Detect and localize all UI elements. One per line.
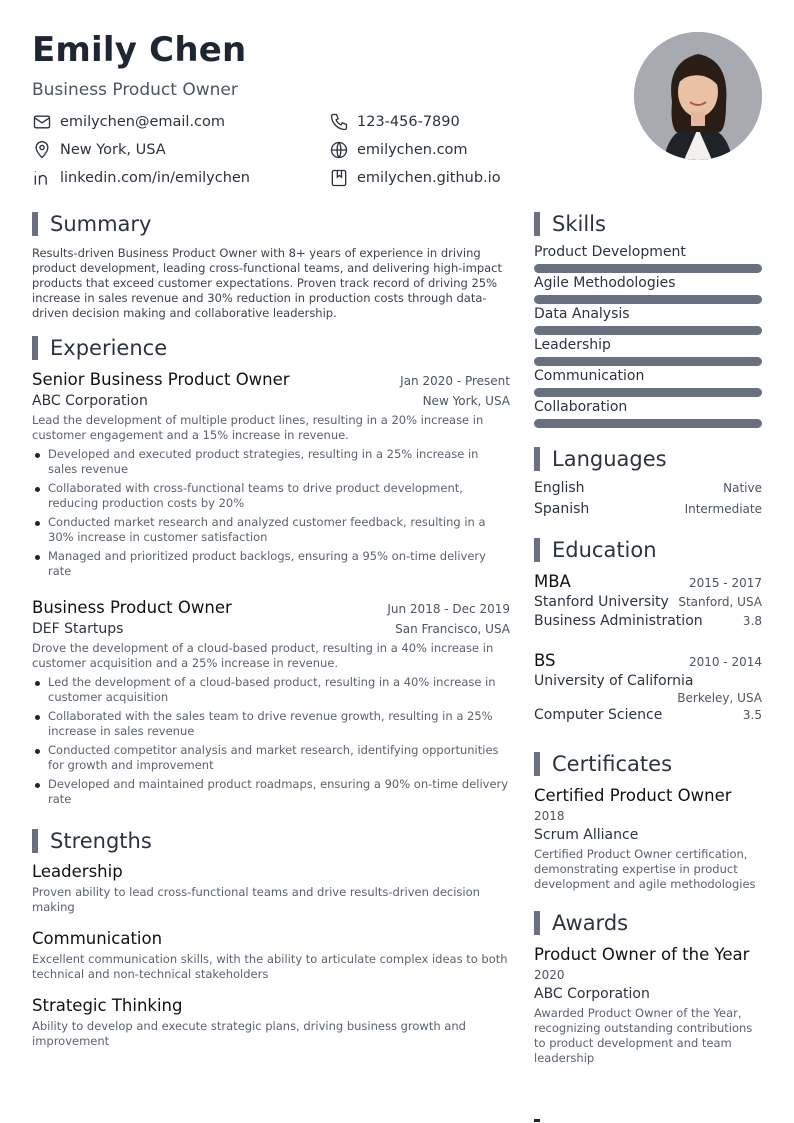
job-bullet: Collaborated with the sales team to drive revenue growth, resulting in a 25% increase in sales revenue	[32, 709, 510, 739]
linkedin-icon	[32, 168, 52, 188]
skill-item	[534, 306, 762, 337]
job-bullet: Collaborated with cross-functional teams to drive product development, reducing production costs by 20%	[32, 481, 510, 511]
summary-text: Results-driven Business Product Owner with 8+ years of experience in driving product development, leading cross-functional teams, and delivering high-impact products that exceed customer expectations. Proven track record of driving 25% increase in sales revenue and 30% reduction in production costs through data-driven decision making and collaborative leadership.	[32, 246, 502, 320]
skill-bar	[534, 264, 762, 273]
edu-location: Stanford, USA	[678, 595, 762, 609]
language-item	[534, 480, 762, 501]
language-item	[534, 501, 762, 522]
strength-title: Leadership	[32, 862, 123, 881]
job-location: New York, USA	[422, 394, 510, 408]
experience-item	[32, 370, 510, 583]
skill-item	[534, 368, 762, 399]
edu-school: Stanford University	[534, 594, 669, 610]
bookmark-icon	[329, 168, 349, 188]
contact-location	[32, 140, 166, 160]
education-item	[534, 572, 762, 629]
language-name: English	[534, 480, 585, 496]
skill-label: Data Analysis	[534, 306, 630, 322]
certificate-issuer: Scrum Alliance	[534, 827, 639, 843]
job-bullet: Developed and executed product strategies, resulting in a 25% increase in sales revenue	[32, 447, 510, 477]
phone-text: 123-456-7890	[357, 114, 460, 130]
skill-item	[534, 337, 762, 368]
languages-heading: Languages	[552, 447, 667, 471]
education-heading: Education	[552, 538, 657, 562]
strengths-heading: Strengths	[50, 829, 152, 853]
linkedin-text: linkedin.com/in/emilychen	[60, 170, 250, 186]
skills-list	[534, 244, 762, 430]
education-item	[534, 651, 762, 723]
job-title: Senior Business Product Owner	[32, 370, 290, 389]
certificate-year: 2018	[534, 809, 565, 823]
website-text: emilychen.com	[357, 142, 468, 158]
skill-bar	[534, 295, 762, 304]
job-bullet: Developed and maintained product roadmaps, ensuring a 90% on-time delivery rate	[32, 777, 510, 807]
languages-list	[534, 480, 762, 522]
contact-website[interactable]	[329, 140, 468, 160]
job-bullet: Conducted market research and analyzed customer feedback, resulting in a 30% increase in customer satisfaction	[32, 515, 510, 545]
skill-bar	[534, 357, 762, 366]
job-dates: Jun 2018 - Dec 2019	[387, 602, 510, 616]
certificate-item	[534, 786, 762, 892]
contact-email[interactable]	[32, 112, 225, 132]
language-level: Native	[723, 481, 762, 495]
award-text: Awarded Product Owner of the Year, recognizing outstanding contributions to product development and team leadership	[534, 1006, 753, 1065]
candidate-name: Emily Chen	[32, 30, 247, 70]
certificates-heading: Certificates	[552, 752, 673, 776]
edu-field: Computer Science	[534, 707, 663, 723]
languages-section-heading	[534, 447, 667, 471]
awards-section-heading	[534, 911, 628, 935]
skills-section-heading	[534, 212, 606, 236]
award-title: Product Owner of the Year	[534, 945, 750, 964]
strengths-section-heading	[32, 829, 152, 853]
education-section-heading	[534, 538, 657, 562]
edu-gpa: 3.5	[742, 708, 762, 722]
strength-text: Proven ability to lead cross-functional teams and drive results-driven decision making	[32, 885, 480, 914]
phone-icon	[329, 112, 349, 132]
skill-item	[534, 399, 762, 430]
contact-github[interactable]	[329, 168, 501, 188]
skill-bar	[534, 326, 762, 335]
skill-label: Communication	[534, 368, 645, 384]
contact-linkedin[interactable]	[32, 168, 250, 188]
job-location: San Francisco, USA	[395, 622, 510, 636]
email-text: emilychen@email.com	[60, 114, 226, 130]
page-marker	[534, 1119, 540, 1122]
award-item	[534, 945, 762, 1066]
edu-field: Business Administration	[534, 613, 703, 629]
experience-heading: Experience	[50, 336, 168, 360]
edu-location: Berkeley, USA	[677, 691, 762, 705]
skill-item	[534, 244, 762, 275]
location-text: New York, USA	[60, 142, 166, 158]
job-description: Lead the development of multiple product lines, resulting in a 20% increase in customer engagement and a 15% increase in revenue.	[32, 413, 484, 442]
job-company: ABC Corporation	[32, 393, 148, 409]
strength-title: Strategic Thinking	[32, 996, 183, 1015]
job-dates: Jan 2020 - Present	[400, 374, 510, 388]
strength-item	[32, 929, 510, 982]
experience-item	[32, 598, 510, 811]
certificate-text: Certified Product Owner certification, demonstrating expertise in product development and agile methodologies	[534, 847, 756, 891]
summary-section-heading	[32, 212, 151, 236]
job-bullet: Managed and prioritized product backlogs, ensuring a 95% on-time delivery rate	[32, 549, 510, 579]
award-year: 2020	[534, 968, 565, 982]
certificates-section-heading	[534, 752, 672, 776]
edu-degree: MBA	[534, 572, 571, 591]
experience-section-heading	[32, 336, 167, 360]
profile-photo	[634, 32, 762, 160]
strength-item	[32, 862, 510, 915]
job-company: DEF Startups	[32, 621, 124, 637]
job-bullet: Conducted competitor analysis and market research, identifying opportunities for growth and improvement	[32, 743, 510, 773]
job-title: Business Product Owner	[32, 598, 232, 617]
strength-text: Excellent communication skills, with the ability to articulate complex ideas to both technical and non-technical stakeholders	[32, 952, 508, 981]
mail-icon	[32, 112, 52, 132]
edu-school: University of California	[534, 673, 694, 689]
candidate-title: Business Product Owner	[32, 80, 238, 100]
map-pin-icon	[32, 140, 52, 160]
skills-heading: Skills	[552, 212, 606, 236]
edu-degree: BS	[534, 651, 556, 670]
language-level: Intermediate	[684, 502, 762, 516]
job-bullet: Led the development of a cloud-based product, resulting in a 40% increase in customer acquisition	[32, 675, 510, 705]
skill-label: Leadership	[534, 337, 611, 353]
skill-bar	[534, 388, 762, 397]
language-name: Spanish	[534, 501, 590, 517]
summary-heading: Summary	[50, 212, 152, 236]
avatar	[634, 32, 762, 160]
strength-item	[32, 996, 510, 1049]
skill-label: Product Development	[534, 244, 686, 260]
skill-label: Collaboration	[534, 399, 628, 415]
job-description: Drove the development of a cloud-based product, resulting in a 40% increase in customer acquisition and a 25% increase in revenue.	[32, 641, 494, 670]
skill-label: Agile Methodologies	[534, 275, 676, 291]
award-issuer: ABC Corporation	[534, 986, 650, 1002]
certificate-title: Certified Product Owner	[534, 786, 732, 805]
strength-title: Communication	[32, 929, 163, 948]
skill-item	[534, 275, 762, 306]
edu-dates: 2010 - 2014	[688, 655, 762, 669]
github-text: emilychen.github.io	[357, 170, 501, 186]
globe-icon	[329, 140, 349, 160]
awards-heading: Awards	[552, 911, 629, 935]
skill-bar	[534, 419, 762, 428]
edu-gpa: 3.8	[742, 614, 762, 628]
contact-phone[interactable]	[329, 112, 460, 132]
edu-dates: 2015 - 2017	[688, 576, 762, 590]
strength-text: Ability to develop and execute strategic plans, driving business growth and improvement	[32, 1019, 466, 1048]
